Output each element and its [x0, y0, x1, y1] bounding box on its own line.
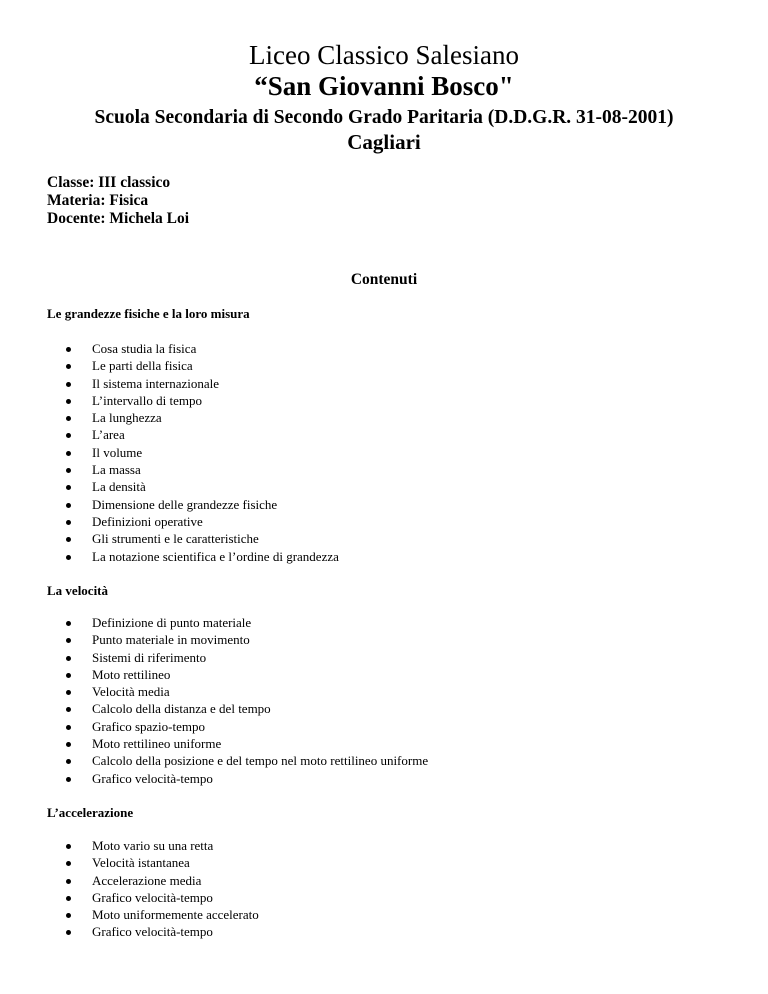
bullet-icon [66, 759, 71, 764]
bullet-icon [66, 844, 71, 849]
list-item-text: L’area [92, 427, 125, 443]
list-item [47, 478, 339, 495]
list-item [47, 837, 259, 854]
school-name: Liceo Classico Salesiano [249, 40, 519, 70]
list-item [47, 357, 339, 374]
list-item-text: Moto uniformemente accelerato [92, 907, 259, 923]
list-item-text: Grafico spazio-tempo [92, 718, 205, 734]
list-item-text: Moto rettilineo uniforme [92, 736, 222, 752]
list-item-text: L’intervallo di tempo [92, 392, 202, 408]
list-item [47, 614, 428, 631]
list-item [47, 752, 428, 769]
list-item-text: La lunghezza [92, 410, 162, 426]
list-item-text: Il sistema internazionale [92, 375, 220, 391]
list-item-text: Grafico velocità-tempo [92, 924, 213, 940]
bullet-icon [66, 468, 71, 473]
bullet-icon [66, 879, 71, 884]
section-list [47, 837, 259, 941]
list-item-text: Accelerazione media [92, 872, 202, 888]
list-item-text: Calcolo della posizione e del tempo nel moto rettilineo uniforme [92, 753, 429, 769]
list-item-text: Calcolo della distanza e del tempo [92, 701, 271, 717]
list-item [47, 631, 428, 648]
bullet-icon [66, 451, 71, 456]
list-item-text: Cosa studia la fisica [92, 341, 197, 356]
list-item-text: Il volume [92, 444, 143, 460]
bullet-icon [66, 347, 71, 352]
school-type: Scuola Secondaria di Secondo Grado Paritaria (D.D.G.R. 31-08-2001) [94, 107, 674, 128]
list-item [47, 770, 428, 787]
list-item-text: Grafico velocità-tempo [92, 770, 213, 786]
list-item [47, 872, 259, 889]
list-item [47, 700, 428, 717]
list-item-text: Moto rettilineo [92, 666, 171, 682]
list-item [47, 548, 339, 565]
list-item [47, 340, 339, 357]
bullet-icon [66, 930, 71, 935]
list-item [47, 461, 339, 478]
list-item-text: La massa [92, 462, 141, 478]
bullet-icon [66, 638, 71, 643]
bullet-icon [66, 742, 71, 747]
list-item [47, 854, 259, 871]
bullet-icon [66, 690, 71, 695]
bullet-icon [66, 485, 71, 490]
bullet-icon [66, 913, 71, 918]
bullet-icon [66, 416, 71, 421]
list-item-text: Velocità istantanea [92, 855, 190, 871]
bullet-icon [66, 537, 71, 542]
bullet-icon [66, 364, 71, 369]
list-item-text: Sistemi di riferimento [92, 649, 207, 665]
bullet-icon [66, 433, 71, 438]
course-info [47, 174, 189, 228]
section-list [47, 340, 339, 565]
list-item [47, 426, 339, 443]
list-item [47, 718, 428, 735]
document-header [0, 40, 768, 154]
list-item-text: Punto materiale in movimento [92, 632, 250, 648]
section-list [47, 614, 428, 787]
bullet-icon [66, 520, 71, 525]
bullet-icon [66, 673, 71, 678]
list-item-text: Le parti della fisica [92, 358, 193, 374]
list-item [47, 923, 259, 940]
list-item [47, 496, 339, 513]
class-label: Classe: III classico [47, 174, 171, 191]
list-item-text: Definizioni operative [92, 513, 203, 529]
list-item-text: Dimensione delle grandezze fisiche [92, 496, 278, 512]
list-item [47, 409, 339, 426]
bullet-icon [66, 861, 71, 866]
bullet-icon [66, 656, 71, 661]
bullet-icon [66, 707, 71, 712]
section-title: La velocità [47, 583, 109, 598]
bullet-icon [66, 896, 71, 901]
list-item [47, 649, 428, 666]
bullet-icon [66, 555, 71, 560]
list-item [47, 666, 428, 683]
list-item [47, 375, 339, 392]
list-item [47, 513, 339, 530]
section-title: L’accelerazione [47, 805, 134, 820]
section-title: Le grandezze fisiche e la loro misura [47, 306, 250, 321]
bullet-icon [66, 777, 71, 782]
contents-heading: Contenuti [350, 271, 418, 288]
list-item-text: Moto vario su una retta [92, 838, 214, 853]
list-item [47, 444, 339, 461]
subject-label: Materia: Fisica [47, 192, 149, 209]
list-item-text: Gli strumenti e le caratteristiche [92, 531, 259, 547]
list-item-text: Grafico velocità-tempo [92, 889, 213, 905]
bullet-icon [66, 621, 71, 626]
list-item-text: Velocità media [92, 684, 170, 700]
list-item-text: Definizione di punto materiale [92, 615, 252, 630]
list-item-text: La densità [92, 479, 146, 495]
list-item [47, 906, 259, 923]
list-item [47, 889, 259, 906]
list-item [47, 683, 428, 700]
city: Cagliari [347, 130, 421, 154]
bullet-icon [66, 725, 71, 730]
list-item-text: La notazione scientifica e l’ordine di grandezza [92, 548, 339, 564]
teacher-label: Docente: Michela Loi [47, 210, 190, 227]
list-item [47, 530, 339, 547]
school-saint: “San Giovanni Bosco" [254, 71, 514, 101]
list-item [47, 735, 428, 752]
bullet-icon [66, 503, 71, 508]
list-item [47, 392, 339, 409]
bullet-icon [66, 399, 71, 404]
bullet-icon [66, 382, 71, 387]
